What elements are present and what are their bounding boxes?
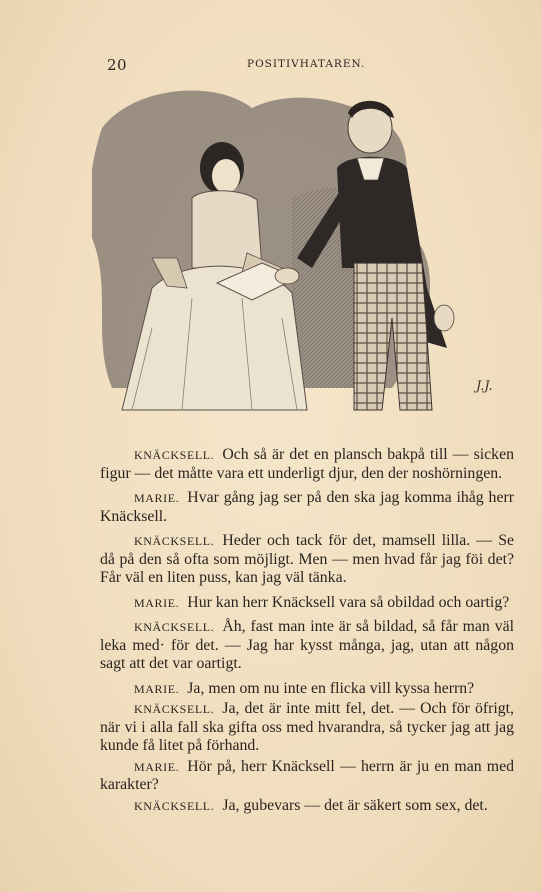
artist-signature: J.J.	[476, 379, 493, 394]
speaker-name: KNÄCKSELL.	[134, 702, 215, 716]
speech-text: Ja, gubevars — det är säkert som sex, det.	[222, 796, 488, 814]
speaker-name: MARIE.	[134, 595, 180, 610]
speech-text: Ja, men om nu inte en flicka vill kyssa herrn?	[187, 679, 475, 697]
running-head: POSITIVHATAREN.	[247, 58, 366, 70]
engraving-illustration	[92, 88, 504, 422]
paragraph	[100, 618, 514, 674]
speaker-name: KNÄCKSELL.	[134, 620, 215, 634]
page-number: 20	[107, 56, 128, 74]
paragraph	[100, 700, 514, 756]
paragraph	[100, 797, 514, 816]
speaker-name: MARIE.	[134, 491, 180, 505]
speech-text: Åh, fast man inte är så bildad, så får man väl leka med· för det. — Jag har kysst många, jag, utan att någon sagt att det var oartigt.	[100, 618, 514, 672]
speaker-name: KNÄCKSELL.	[134, 534, 215, 548]
speech-text: Ja, det är inte mitt fel, det. — Och för öfrigt, när vi i alla fall ska gifta oss med hvarandra, så tycker jag att jag kunde få litet på förhand.	[100, 700, 514, 754]
dialogue-text	[100, 446, 514, 817]
speech-text: Hör på, herr Knäcksell — herrn är ju en man med karakter?	[100, 757, 514, 793]
speaker-name: KNÄCKSELL.	[134, 798, 215, 813]
speaker-name: MARIE.	[134, 759, 180, 774]
speech-text: Heder och tack för det, mamsell lilla. — Se då på den så ofta som möjligt. Men — men hvad får jag föi det? Får väl en liten puss, kan jag väl tänka.	[100, 532, 514, 586]
paragraph	[100, 758, 514, 795]
paragraph	[100, 446, 514, 483]
paragraph	[100, 680, 514, 699]
paragraph	[100, 594, 514, 613]
speech-text: Och så är det en plansch bakpå till — sicken figur — det måtte vara ett underligt djur, den der noshörningen.	[100, 446, 514, 482]
speech-text: Hvar gång jag ser på den ska jag komma ihåg herr Knäcksell.	[100, 489, 514, 525]
paragraph	[100, 532, 514, 588]
speaker-name: MARIE.	[134, 681, 180, 696]
speaker-name: KNÄCKSELL.	[134, 448, 215, 462]
speech-text: Hur kan herr Knäcksell vara så obildad och oartig?	[187, 593, 510, 611]
paragraph	[100, 489, 514, 526]
page-header	[107, 56, 407, 76]
